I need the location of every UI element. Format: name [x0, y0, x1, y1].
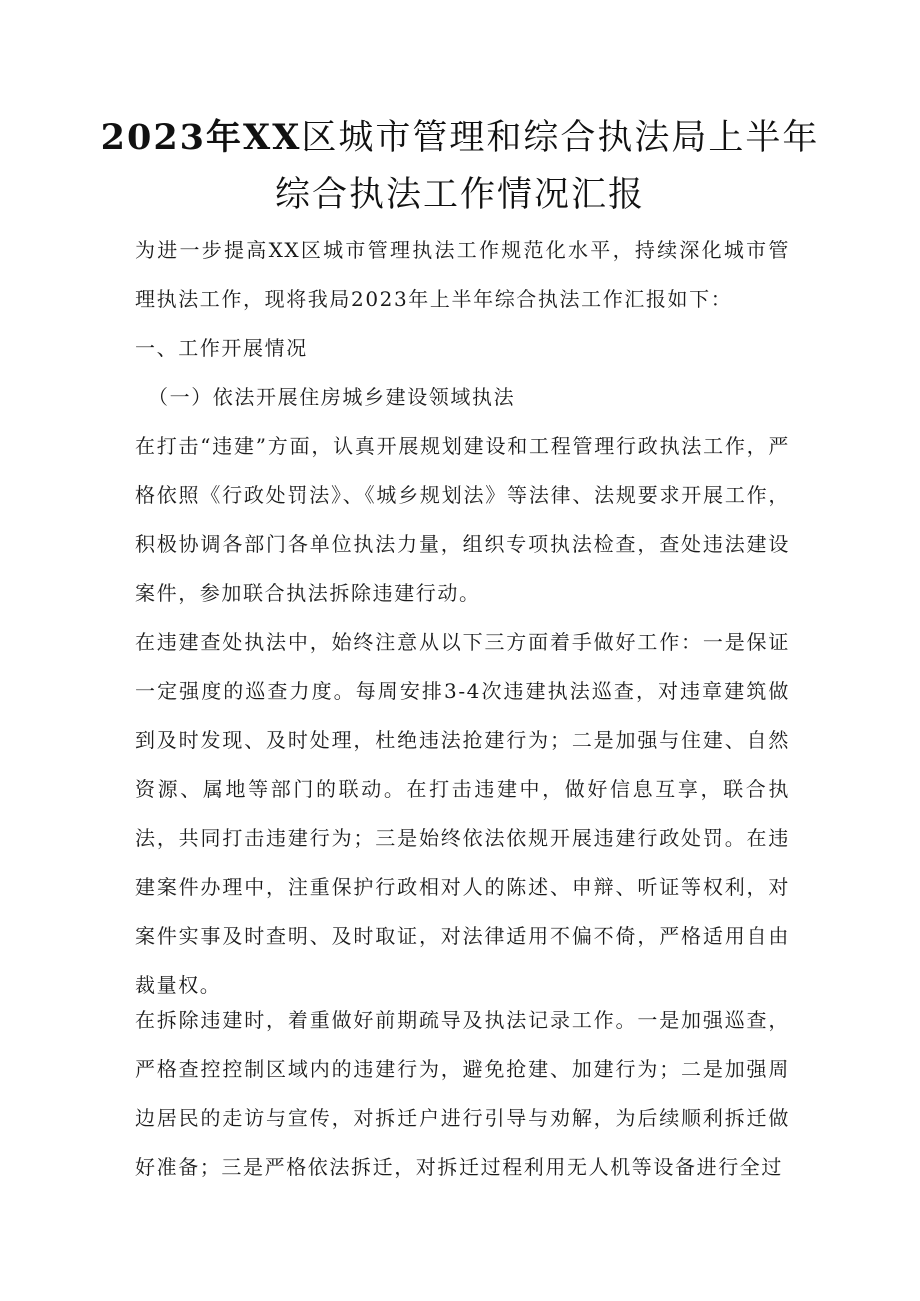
title-year-part: 2023年XX — [100, 117, 302, 158]
section-heading: 一、工作开展情况 — [135, 336, 308, 360]
body-paragraph: 在拆除违建时，着重做好前期疏导及执法记录工作。一是加强巡查，严格查控控制区域内的违建行为，避免抢建、加建行为；二是加强周边居民的走访与宣传，对拆迁户进行引导与劝解，为后续顺利拆迁做好准备；三是严格依法拆迁，对拆迁过程利用无人机等设备进行全过 — [135, 1008, 790, 1179]
document-title-line-1 — [100, 118, 820, 158]
subsection-heading: （一）依法开展住房城乡建设领域执法 — [148, 385, 516, 409]
intro-paragraph: 为进一步提高XX区城市管理执法工作规范化水平，持续深化城市管理执法工作，现将我局2023年上半年综合执法工作汇报如下： — [135, 238, 790, 311]
document-title-line-2: 综合执法工作情况汇报 — [274, 175, 645, 215]
body-paragraph: 在违建查处执法中，始终注意从以下三方面着手做好工作：一是保证一定强度的巡查力度。每周安排3-4次违建执法巡查，对违章建筑做到及时发现、及时处理，杜绝违法抢建行为；二是加强与住建、自然资源、属地等部门的联动。在打击违建中，做好信息互享，联合执法，共同打击违建行为；三是始终依法依规开展违建行政处罚。在违建案件办理中，注重保护行政相对人的陈述、申辩、听证等权利，对案件实事及时查明、及时取证，对法律适用不偏不倚，严格适用自由裁量权。 — [135, 630, 790, 997]
body-paragraph: 在打击“违建”方面，认真开展规划建设和工程管理行政执法工作，严格依照《行政处罚法》、《城乡规划法》等法律、法规要求开展工作，积极协调各部门各单位执法力量，组织专项执法检查，查处违法建设案件，参加联合执法拆除违建行动。 — [135, 434, 790, 605]
title-agency-part: 区城市管理和综合执法局上半年 — [301, 118, 820, 158]
